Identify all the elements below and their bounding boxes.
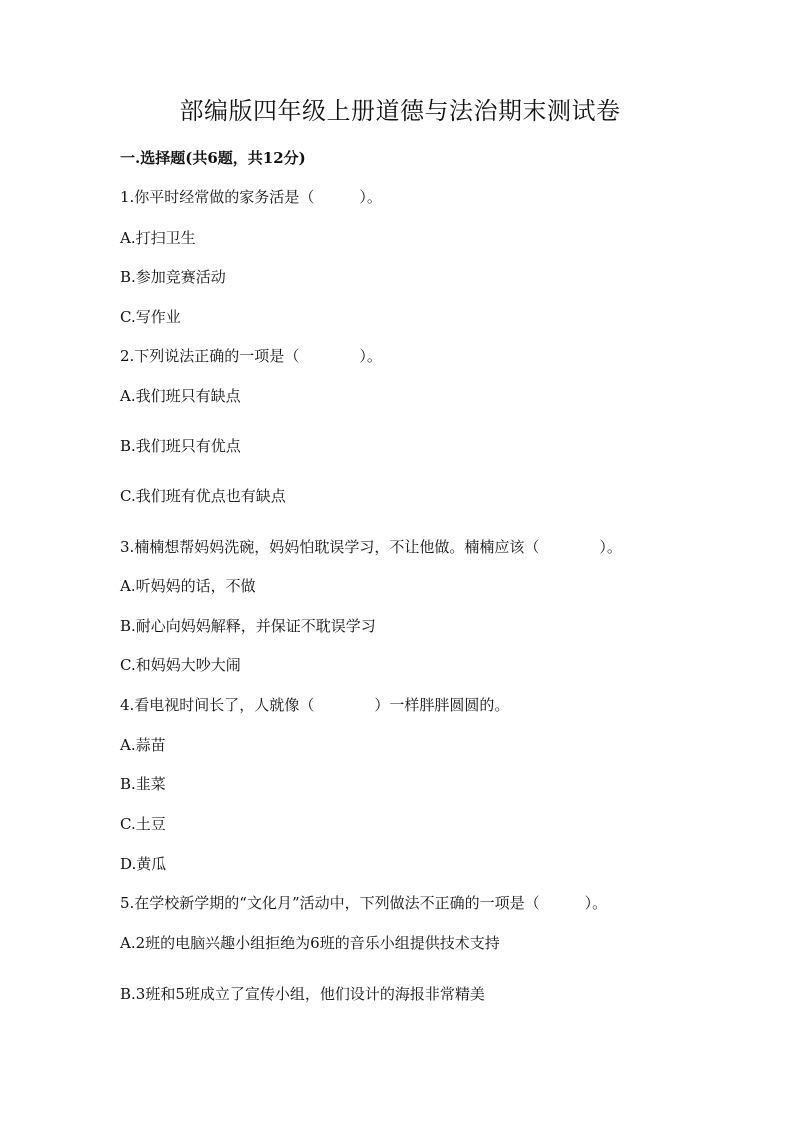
question-1-option-a: A.打扫卫生 — [120, 229, 196, 247]
question-4-option-d: D.黄瓜 — [120, 855, 167, 873]
question-3-option-b: B.耐心向妈妈解释，并保证不耽误学习 — [120, 617, 376, 635]
page-title: 部编版四年级上册道德与法治期末测试卷 — [179, 97, 621, 125]
question-3-option-a: A.听妈妈的话，不做 — [120, 577, 256, 595]
question-2-option-a: A.我们班只有缺点 — [120, 387, 241, 405]
question-5-option-b: B.3班和5班成立了宣传小组，他们设计的海报非常精美 — [120, 985, 485, 1003]
question-1-option-c: C.写作业 — [120, 308, 181, 326]
question-4-option-a: A.蒜苗 — [120, 736, 166, 754]
question-3-option-c: C.和妈妈大吵大闹 — [120, 656, 241, 674]
question-2-option-b: B.我们班只有优点 — [120, 437, 241, 455]
question-1-stem: 1.你平时经常做的家务活是（ ）。 — [120, 188, 382, 206]
question-4-option-c: C.土豆 — [120, 815, 166, 833]
question-4-option-b: B.韭菜 — [120, 775, 166, 793]
question-5-stem: 5.在学校新学期的“文化月”活动中，下列做法不正确的一项是（ ）。 — [120, 894, 608, 912]
question-5-option-a: A.2班的电脑兴趣小组拒绝为6班的音乐小组提供技术支持 — [120, 934, 500, 952]
question-1-option-b: B.参加竞赛活动 — [120, 268, 226, 286]
question-3-stem: 3.楠楠想帮妈妈洗碗，妈妈怕耽误学习，不让他做。楠楠应该（ ）。 — [120, 538, 622, 556]
question-2-option-c: C.我们班有优点也有缺点 — [120, 487, 286, 505]
question-2-stem: 2.下列说法正确的一项是（ ）。 — [120, 347, 382, 365]
section-heading: 一.选择题(共6题，共12分) — [120, 149, 306, 167]
question-4-stem: 4.看电视时间长了，人就像（ ）一样胖胖圆圆的。 — [120, 696, 510, 714]
